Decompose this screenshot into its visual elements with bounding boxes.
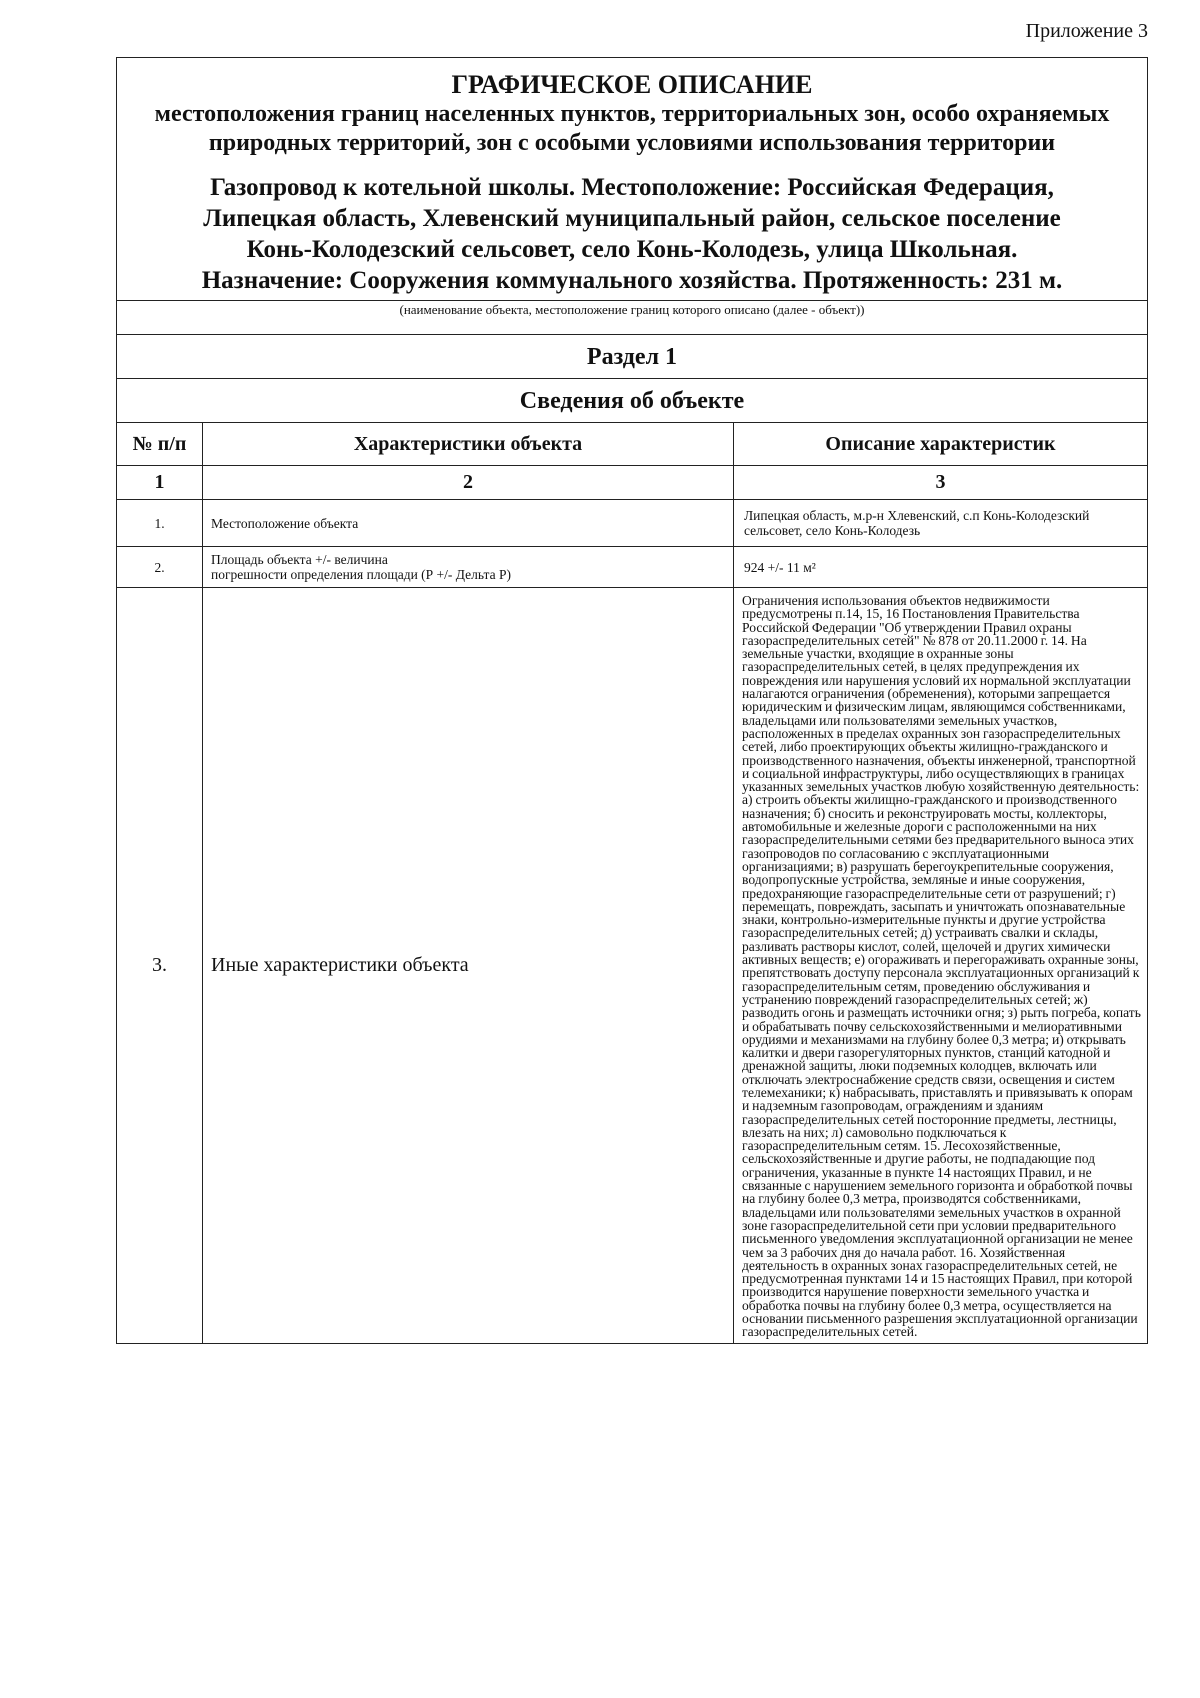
row-number: 1. xyxy=(117,500,203,547)
header-characteristic: Характеристики объекта xyxy=(203,423,734,466)
object-name-line-4: Назначение: Сооружения коммунального хозяйства. Протяженность: 231 м. xyxy=(201,267,1063,294)
object-caption: (наименование объекта, местоположение границ которого описано (далее - объект)) xyxy=(117,301,1147,335)
header-description: Описание характеристик xyxy=(734,423,1148,466)
document-header xyxy=(117,58,1147,301)
row-description: Ограничения использования объектов недвижимости предусмотрены п.14, 15, 16 Постановления Правительства Российской Федерации "Об утверждении Правил охраны газораспределительных сетей" № 878 от 20.11.2000 г. 14. На земельные участки, входящие в охранные зоны газораспределительных сетей, в целях предупреждения их повреждения или нарушения условий их нормальной эксплуатации налагаются ограничения (обременения), которыми запрещается юридическим и физическим лицам, являющимся собственниками, владельцами или пользователями земельных участков, расположенных в пределах охранных зон газораспределительных сетей, либо проектирующих объекты жилищно-гражданского и производственного назначения, объекты инженерной, транспортной и социальной инфраструктуры, либо осуществляющих в границах указанных земельных участков любую хозяйственную деятельность: а) строить объекты жилищно-гражданского и производственного назначения; б) сносить и реконструировать мосты, коллекторы, автомобильные и железные дороги с расположенными на них газораспределительными сетями без предварительного выноса этих газопроводов по согласованию с эксплуатационными организациями; в) разрушать берегоукрепительные сооружения, водопропускные устройства, земляные и иные сооружения, предохраняющие газораспределительные сети от разрушений; г) перемещать, повреждать, засыпать и уничтожать опознавательные знаки, контрольно-измерительные пункты и другие устройства газораспределительных сетей; д) устраивать свалки и склады, разливать растворы кислот, солей, щелочей и других химически активных веществ; е) огораживать и перегораживать охранные зоны, препятствовать доступу персонала эксплуатационных организаций к газораспределительным сетям, проведению обслуживания и устранению повреждений газораспределительных сетей; ж) разводить огонь и размещать источники огня; з) рыть погреба, копать и обрабатывать почву сельскохозяйственными и мелиоративными орудиями и механизмами на глубину более 0,3 метра; и) открывать калитки и двери газорегуляторных пунктов, станций катодной и дренажной защиты, люки подземных колодцев, включать или отключать электроснабжение средств связи, освещения и систем телемеханики; к) набрасывать, приставлять и привязывать к опорам и надземным газопроводам, ограждениям и зданиям газораспределительных сетей посторонние предметы, лестницы, влезать на них; л) самовольно подключаться к газораспределительным сетям. 15. Лесохозяйственные, сельскохозяйственные и другие работы, не подпадающие под ограничения, указанные в пункте 14 настоящих Правил, и не связанные с нарушением земельного горизонта и обработкой почвы на глубину более 0,3 метра, производятся собственниками, владельцами или пользователями земельных участков в охранной зоне газораспределительной сети при условии предварительного письменного уведомления эксплуатационной организации не менее чем за 3 рабочих дня до начала работ. 16. Хозяйственная деятельность в охранных зонах газораспределительных сетей, не предусмотренная пунктами 14 и 15 настоящих Правил, при которой производится нарушение поверхности земельного участка и обработка почвы на глубину более 0,3 метра, осуществляется на основании письменного разрешения эксплуатационной организации газораспределительных сетей. xyxy=(734,588,1148,1344)
document-title: ГРАФИЧЕСКОЕ ОПИСАНИЕ xyxy=(451,70,813,99)
appendix-label: Приложение 3 xyxy=(1025,20,1148,42)
header-number: № п/п xyxy=(117,423,203,466)
row-description: Липецкая область, м.р-н Хлевенский, с.п Конь-Колодезский сельсовет, село Конь-Колодезь xyxy=(734,500,1148,547)
column-number-3: 3 xyxy=(734,466,1148,500)
row-number: 2. xyxy=(117,547,203,588)
table-row xyxy=(117,588,1147,1344)
row-characteristic-line-2: погрешности определения площади (Р +/- Дельта Р) xyxy=(211,567,511,582)
table-row xyxy=(117,500,1147,547)
object-name-line-3: Конь-Колодезский сельсовет, село Конь-Колодезь, улица Школьная. xyxy=(246,236,1018,263)
row-characteristic xyxy=(203,547,734,588)
document-subtitle: местоположения границ населенных пунктов, территориальных зон, особо охраняемых природных территорий, зон с особыми условиями использования территории xyxy=(154,101,1110,156)
row-number: 3. xyxy=(117,588,203,1344)
column-number-row xyxy=(117,466,1147,500)
section-subtitle: Сведения об объекте xyxy=(117,379,1147,423)
column-number-1: 1 xyxy=(117,466,203,500)
object-name-line-1: Газопровод к котельной школы. Местоположение: Российская Федерация, xyxy=(210,174,1054,201)
section-title: Раздел 1 xyxy=(117,335,1147,379)
table-row xyxy=(117,547,1147,588)
object-name xyxy=(125,172,1139,296)
row-characteristic-line-1: Площадь объекта +/- величина xyxy=(211,552,388,567)
row-characteristic: Иные характеристики объекта xyxy=(203,588,734,1344)
object-name-line-2: Липецкая область, Хлевенский муниципальный район, сельское поселение xyxy=(203,205,1061,232)
document-frame xyxy=(116,57,1148,1344)
object-info-table xyxy=(117,423,1147,1344)
table-header-row xyxy=(117,423,1147,466)
row-characteristic: Местоположение объекта xyxy=(203,500,734,547)
row-description: 924 +/- 11 м² xyxy=(734,547,1148,588)
column-number-2: 2 xyxy=(203,466,734,500)
